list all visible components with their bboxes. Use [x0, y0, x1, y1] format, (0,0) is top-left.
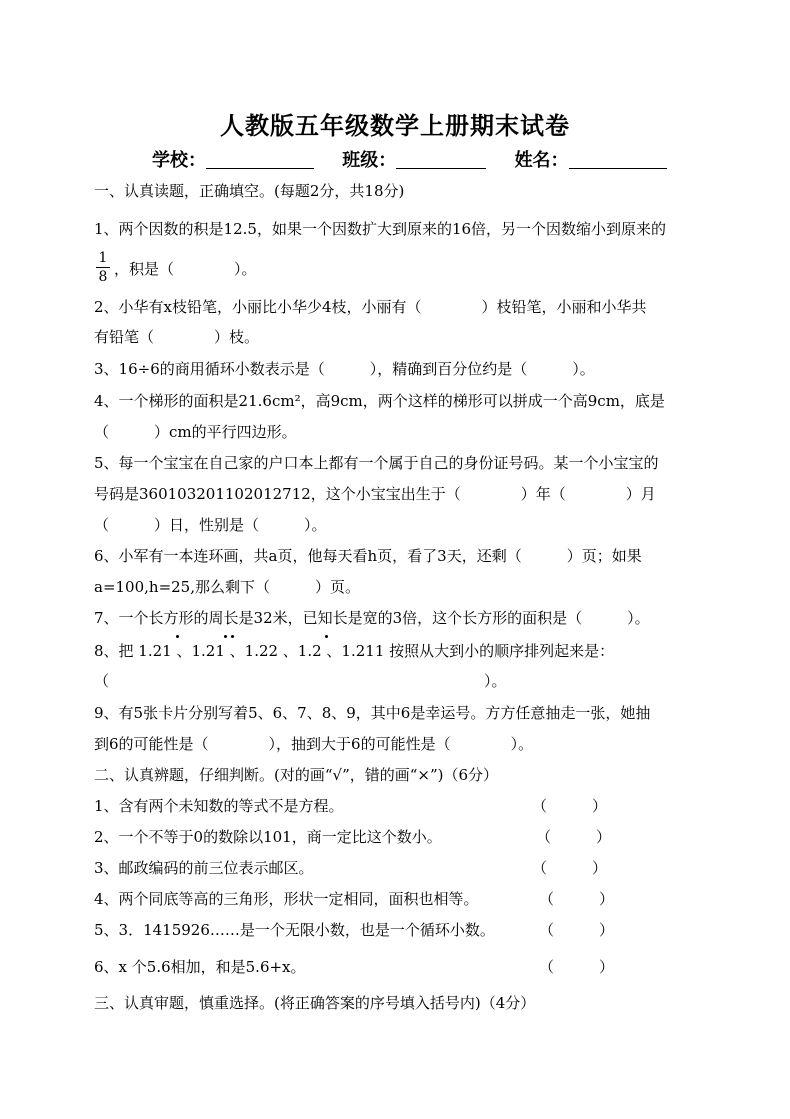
name-label: 姓名： — [514, 150, 569, 171]
judge-item-3: 3、邮政编码的前三位表示邮区。 — [94, 859, 314, 877]
question-7: 7、一个长方形的周长是32米，已知长是宽的3倍，这个长方形的面积是（ ）。 — [94, 609, 650, 627]
school-blank[interactable] — [206, 150, 314, 169]
class-label: 班级： — [342, 150, 397, 171]
question-5-line-2: 号码是360103201102012712，这个小宝宝出生于（ ）年（ ）月 — [94, 485, 656, 503]
judge-answer-3[interactable]: （ ） — [532, 859, 608, 877]
judge-answer-2[interactable]: （ ） — [536, 828, 612, 846]
question-2-line-2: 有铅笔（ ）枝。 — [94, 328, 260, 346]
page-title: 人教版五年级数学上册期末试卷 — [220, 111, 570, 140]
judge-item-4: 4、两个同底等高的三角形，形状一定相同，面积也相等。 — [94, 890, 479, 908]
fraction-denominator: 8 — [98, 269, 108, 285]
question-1-line-2: ，积是（ ）。 — [114, 260, 257, 278]
judge-item-6: 6、x 个5.6相加，和是5.6+x。 — [94, 958, 306, 976]
school-label: 学校： — [152, 150, 206, 171]
question-6-line-1: 6、小军有一本连环画，共a页，他每天看h页，看了3天，还剩（ ）页；如果 — [94, 547, 642, 565]
judge-item-5: 5、3．1415926……是一个无限小数，也是一个循环小数。 — [94, 921, 495, 939]
name-blank[interactable] — [569, 150, 667, 169]
question-3: 3、16÷6的商用循环小数表示是（ ），精确到百分位约是（ ）。 — [94, 360, 595, 378]
question-1-line-1: 1、两个因数的积是12.5，如果一个因数扩大到原来的16倍，另一个因数缩小到原来的 — [94, 220, 667, 238]
repeating-dot — [325, 635, 328, 638]
question-9-line-1: 9、有5张卡片分别写着5、6、7、8、9，其中6是幸运号。方方任意抽走一张，她抽 — [94, 704, 651, 722]
fraction-numerator: 1 — [98, 250, 108, 266]
judge-answer-4[interactable]: （ ） — [539, 890, 615, 908]
section-2-heading: 二、认真辨题，仔细判断。(对的画“√”，错的画“×”)（6分） — [94, 766, 499, 784]
judge-item-2: 2、一个不等于0的数除以101，商一定比这个数小。 — [94, 828, 442, 846]
judge-item-1: 1、含有两个未知数的等式不是方程。 — [94, 797, 344, 815]
repeating-dot — [176, 635, 179, 638]
repeating-dot — [231, 635, 234, 638]
question-9-line-2: 到6的可能性是（ ），抽到大于6的可能性是（ ）。 — [94, 735, 534, 753]
repeating-dot — [224, 635, 227, 638]
question-4-line-2: （ ）cm的平行四边形。 — [94, 423, 297, 441]
judge-answer-5[interactable]: （ ） — [539, 921, 615, 939]
judge-answer-6[interactable]: （ ） — [539, 958, 615, 976]
question-8-line-2: （ ）。 — [94, 672, 507, 690]
question-8-line-1: 8、把 1.21 、1.21 、1.22 、1.2 、1.211 按照从大到小的顺序排列起来是： — [94, 642, 615, 660]
question-5-line-1: 5、每一个宝宝在自己家的户口本上都有一个属于自己的身份证号码。某一个小宝宝的 — [94, 454, 659, 472]
question-4-line-1: 4、一个梯形的面积是21.6cm²，高9cm，两个这样的梯形可以拼成一个高9cm，底是 — [94, 392, 665, 410]
fraction-one-eighth — [96, 250, 110, 285]
student-info-row — [152, 146, 667, 172]
fraction-bar — [96, 267, 110, 268]
class-blank[interactable] — [396, 150, 486, 169]
question-2-line-1: 2、小华有x枝铅笔，小丽比小华少4枝，小丽有（ ）枝铅笔，小丽和小华共 — [94, 298, 647, 316]
section-1-heading: 一、认真读题，正确填空。(每题2分，共18分) — [94, 182, 405, 200]
judge-answer-1[interactable]: （ ） — [532, 797, 608, 815]
question-6-line-2: a=100,h=25,那么剩下（ ）页。 — [94, 578, 360, 596]
section-3-heading: 三、认真审题，慎重选择。(将正确答案的序号填入括号内)（4分） — [94, 994, 536, 1012]
question-5-line-3: （ ）日，性别是（ ）。 — [94, 516, 327, 534]
